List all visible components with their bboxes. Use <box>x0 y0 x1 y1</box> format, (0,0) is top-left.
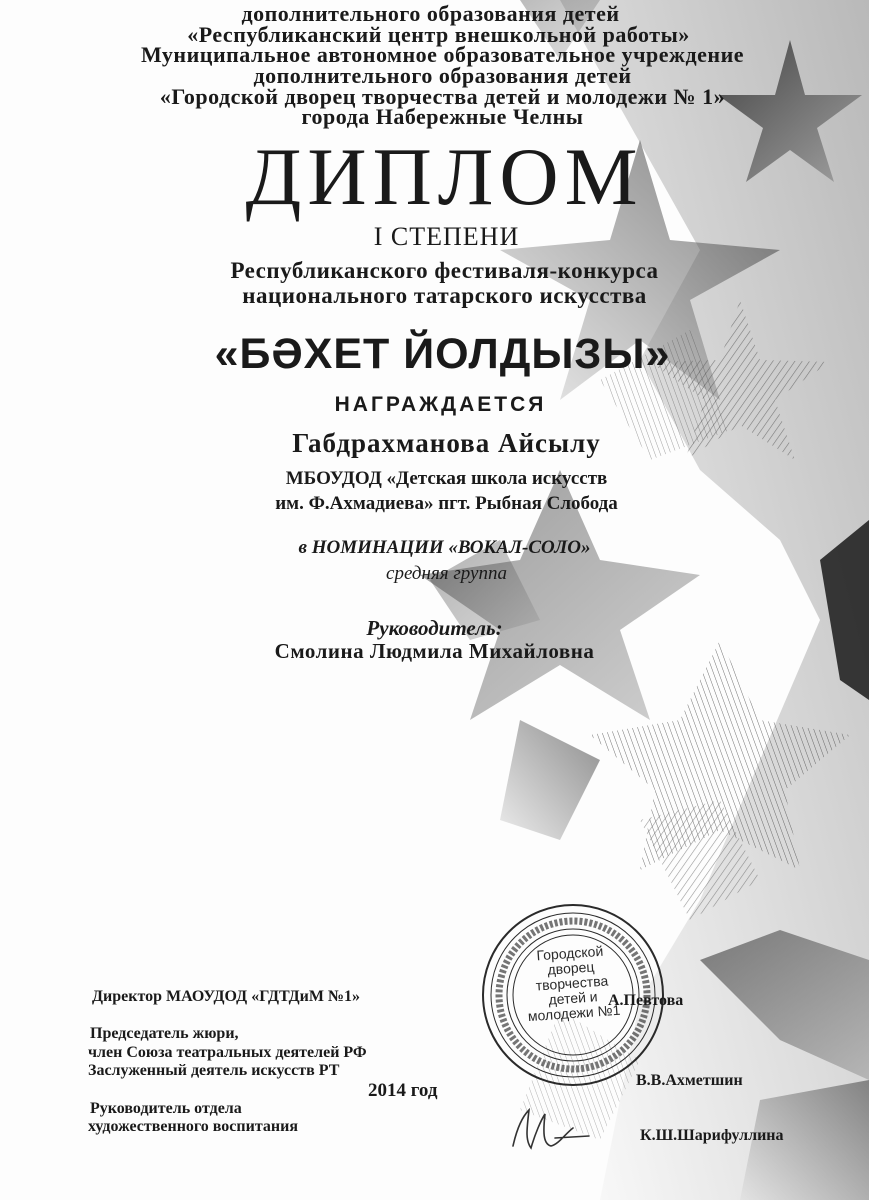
director-title: Директор МАОУДОД «ГДТДиМ №1» <box>92 988 361 1005</box>
leader-label: Руководитель: <box>366 616 503 640</box>
festival-line-2: национального татарского искусства <box>242 283 647 308</box>
director-name: А.Певтова <box>608 992 684 1009</box>
dept-line-1: Руководитель отдела <box>90 1100 242 1117</box>
header-line-2: «Республиканский центр внешкольной работы» <box>187 22 690 47</box>
jury-name: В.В.Ахметшин <box>636 1072 743 1089</box>
header-line-3: Муниципальное автономное образовательное учреждение <box>140 42 745 67</box>
diploma-title: ДИПЛОМ <box>245 131 644 222</box>
leader-name: Смолина Людмила Михайловна <box>274 639 595 663</box>
awarded-label: НАГРАЖДАЕТСЯ <box>334 393 547 416</box>
recipient-org-line-1: МБОУДОД «Детская школа искусств <box>285 468 608 489</box>
recipient-name: Габдрахманова Айсылу <box>292 428 601 458</box>
stamp-center-text: Городской дворец творчества детей и молодежи №1 <box>527 942 621 1025</box>
recipient-org-line-2: им. Ф.Ахмадиева» пгт. Рыбная Слобода <box>275 493 618 514</box>
age-group: средняя группа <box>386 563 507 584</box>
header-line-6: города Набережные Челны <box>301 104 584 129</box>
dept-name: К.Ш.Шарифуллина <box>640 1127 784 1144</box>
header-line-1: дополнительного образования детей <box>241 1 620 26</box>
handwritten-signature <box>505 1098 595 1158</box>
header-line-5: «Городской дворец творчества детей и молодежи № 1» <box>159 84 726 109</box>
jury-line-1: Председатель жюри, <box>90 1025 239 1042</box>
festival-line-1: Республиканского фестиваля-конкурса <box>230 258 659 283</box>
header-line-4: дополнительного образования детей <box>253 63 632 88</box>
diploma-degree: I СТЕПЕНИ <box>373 222 520 251</box>
nomination: в НОМИНАЦИИ «ВОКАЛ-СОЛО» <box>298 537 591 558</box>
jury-line-3: Заслуженный деятель искусств РТ <box>88 1062 340 1079</box>
festival-name: «БӘХЕТ ЙОЛДЫЗЫ» <box>214 330 671 378</box>
dept-line-2: художественного воспитания <box>88 1118 298 1135</box>
jury-line-2: член Союза театральных деятелей РФ <box>88 1044 367 1061</box>
year: 2014 год <box>368 1080 438 1101</box>
